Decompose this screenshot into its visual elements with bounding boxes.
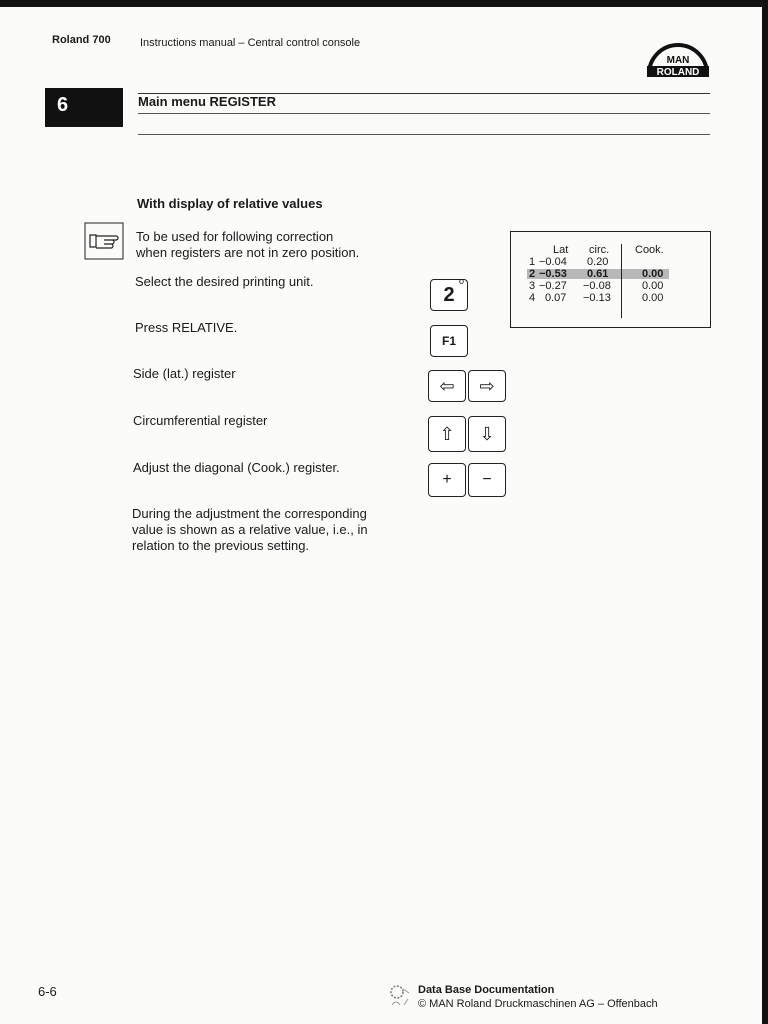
document-title: Instructions manual – Central control console	[140, 37, 361, 49]
lateral-left-key[interactable]	[428, 370, 466, 402]
row-lat: −0.27	[539, 280, 567, 292]
step-select-unit: Select the desired printing unit.	[135, 274, 314, 289]
chapter-number: 6	[45, 88, 123, 127]
chapter-title: Main menu REGISTER	[138, 94, 276, 109]
step-side-register: Side (lat.) register	[133, 366, 236, 381]
note-line3: relation to the previous setting.	[132, 538, 310, 553]
row-unit: 2	[529, 268, 536, 280]
brand-name: Roland 700	[52, 34, 111, 46]
register-display	[510, 231, 711, 328]
row-unit: 3	[529, 280, 536, 292]
row-lat: −0.53	[539, 268, 567, 280]
note-line2: value is shown as a relative value, i.e., in	[132, 522, 368, 537]
row-unit: 4	[529, 292, 536, 304]
section-title: With display of relative values	[137, 196, 323, 211]
man-roland-logo	[643, 40, 713, 80]
footer-title: Data Base Documentation	[418, 984, 555, 996]
minus-icon: −	[482, 471, 492, 488]
pointing-hand-icon	[84, 222, 124, 260]
f1-relative-key[interactable]	[430, 325, 468, 357]
logo-line2: ROLAND	[656, 67, 700, 78]
logo-line1: MAN	[666, 55, 690, 66]
arrow-up-icon: ⇧	[439, 423, 455, 444]
header-circ: circ.	[589, 244, 610, 256]
right-edge-markers	[762, 0, 768, 1024]
hint-line2: when registers are not in zero position.	[136, 245, 360, 260]
footer-copyright: © MAN Roland Druckmaschinen AG – Offenbach	[418, 998, 658, 1010]
hint-line1: To be used for following correction	[136, 229, 334, 244]
note-line1: During the adjustment the corresponding	[132, 506, 367, 521]
circumferential-down-key[interactable]	[468, 416, 506, 452]
arrow-left-icon: ⇦	[439, 375, 455, 396]
header-lat: Lat	[553, 244, 569, 256]
row-circ: −0.13	[583, 292, 611, 304]
f1-key-label: F1	[441, 334, 456, 348]
row-circ: 0.61	[587, 268, 609, 280]
diagonal-minus-key[interactable]	[468, 463, 506, 497]
row-unit: 1	[529, 256, 536, 268]
circumferential-up-key[interactable]	[428, 416, 466, 452]
arrow-right-icon: ⇨	[479, 375, 495, 396]
diagonal-plus-key[interactable]	[428, 463, 466, 497]
row-cook: 0.00	[642, 268, 664, 280]
row-circ: 0.20	[587, 256, 609, 268]
database-logo-icon	[388, 983, 414, 1009]
unit-indicator-lamp: o	[459, 276, 465, 286]
row-lat: −0.04	[539, 256, 567, 268]
step-press-relative: Press RELATIVE.	[135, 320, 238, 335]
heading-rule	[138, 113, 710, 114]
plus-icon: +	[442, 471, 452, 488]
header-cook: Cook.	[635, 244, 664, 256]
page-number: 6-6	[38, 984, 57, 999]
lateral-right-key[interactable]	[468, 370, 506, 402]
row-lat: 0.07	[545, 292, 567, 304]
row-circ: −0.08	[583, 280, 611, 292]
heading-rule	[138, 134, 710, 135]
step-diagonal-register: Adjust the diagonal (Cook.) register.	[133, 460, 340, 475]
row-cook: 0.00	[642, 292, 664, 304]
display-divider	[621, 244, 622, 318]
top-border	[0, 0, 768, 7]
row-cook: 0.00	[642, 280, 664, 292]
arrow-down-icon: ⇩	[479, 423, 495, 444]
step-circumferential-register: Circumferential register	[133, 413, 268, 428]
unit-key-label: 2	[443, 283, 455, 306]
